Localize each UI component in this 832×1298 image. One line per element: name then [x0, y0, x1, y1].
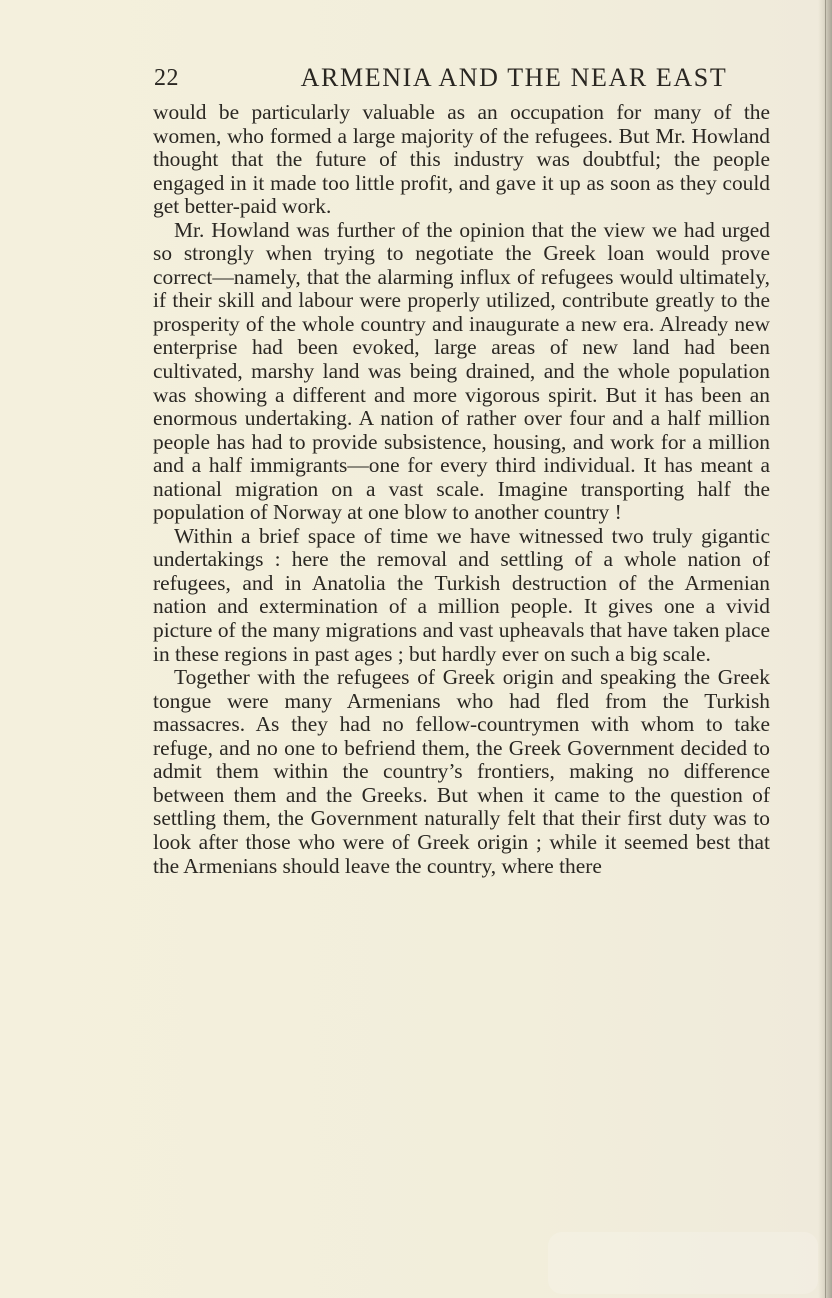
page-header [154, 62, 774, 94]
page-number: 22 [154, 65, 179, 91]
page-edge-line [825, 0, 826, 1298]
paragraph-2: Mr. Howland was further of the opinion that the view we had urged so strongly when trying to negotiate the Greek loan would prove correct—namely, that the alarming influx of refugees would ultimately, if their skill and labour were properly utilized, contribute greatly to the prosperity of the whole country and inaugurate a new era. Already new enterprise had been evoked, large areas of new land had been cultivated, marshy land was being drained, and the whole population was showing a different and more vigorous spirit. But it has been an enormous undertaking. A nation of rather over four and a half million people has had to provide subsistence, housing, and work for a million and a half immigrants—one for every third individual. It has meant a national migration on a vast scale. Imagine transporting half the population of Norway at one blow to another country ! [153, 217, 770, 525]
paragraph-3: Within a brief space of time we have witnessed two truly gigantic undertakings : here the removal and settling of a whole nation of refugees, and in Anatolia the Turkish destruction of the Armenian nation and extermination of a million people. It gives one a vivid picture of the many migrations and vast upheavals that have taken place in these regions in past ages ; but hardly ever on such a big scale. [153, 523, 770, 666]
paper-smudge [548, 1232, 818, 1294]
paragraph-1: would be particularly valuable as an occupation for many of the women, who formed a large majority of the refugees. But Mr. Howland thought that the future of this industry was doubtful; the people engaged in it made too little profit, and gave it up as soon as they could get better-paid work. [153, 100, 770, 219]
running-title: ARMENIA AND THE NEAR EAST [300, 63, 728, 92]
body-text [153, 101, 770, 878]
paragraph-4: Together with the refugees of Greek origin and speaking the Greek tongue were many Armenians who had fled from the Turkish massacres. As they had no fellow-countrymen with whom to take refuge, and no one to befriend them, the Greek Government decided to admit them within the country’s frontiers, making no difference between them and the Greeks. But when it came to the question of settling them, the Government naturally felt that their first duty was to look after those who were of Greek origin ; while it seemed best that the Armenians should leave the country, where there [153, 665, 770, 878]
